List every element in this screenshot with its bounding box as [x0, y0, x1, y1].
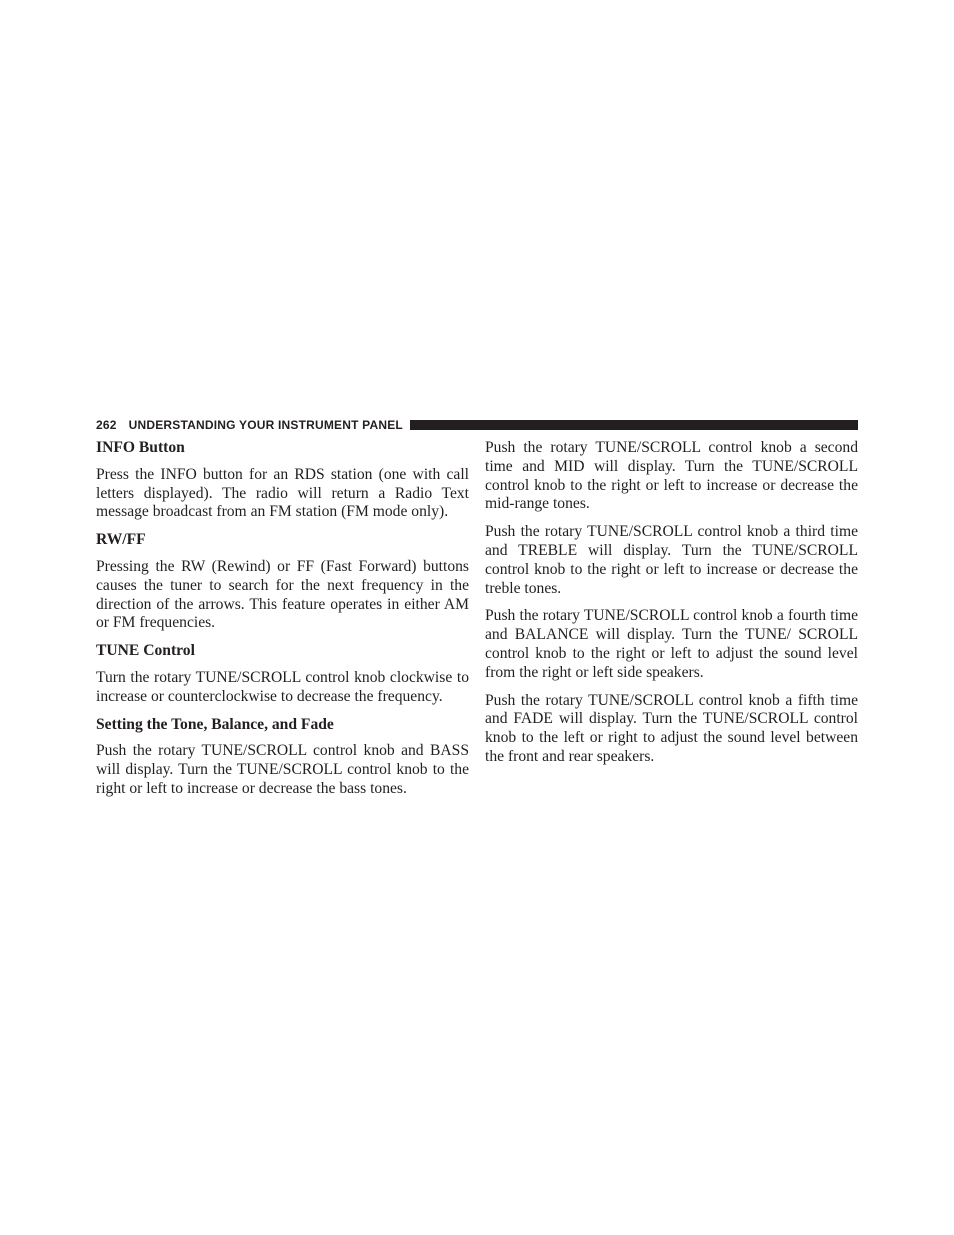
- paragraph-mid: Push the rotary TUNE/SCROLL control knob a second time and MID will display. Turn the TUNE/SCROLL control knob to the right or left to increase or decrease the mid-range tones.: [485, 439, 858, 513]
- page-number: 262: [96, 418, 117, 432]
- heading-tune-control: TUNE Control: [96, 642, 195, 660]
- paragraph-treble: Push the rotary TUNE/SCROLL control knob a third time and TREBLE will display. Turn the TUNE/SCROLL control knob to the right or left to increase or decrease the treble tones.: [485, 523, 858, 597]
- heading-tone-balance-fade: Setting the Tone, Balance, and Fade: [96, 715, 334, 733]
- paragraph-rw-ff: Pressing the RW (Rewind) or FF (Fast Forward) buttons causes the tuner to search for the next frequency in the direction of the arrows. This feature operates in either AM or FM frequencies.: [96, 557, 469, 632]
- paragraph-tune-control: Turn the rotary TUNE/SCROLL control knob clockwise to increase or counterclockwise to decrease the frequency.: [96, 668, 469, 705]
- running-header: [96, 417, 858, 433]
- paragraph-balance: Push the rotary TUNE/SCROLL control knob a fourth time and BALANCE will display. Turn the TUNE/ SCROLL control knob to the right or left to adjust the sound level from the right or left side speakers.: [485, 607, 858, 681]
- heading-info-button: INFO Button: [96, 439, 185, 456]
- right-column: [485, 439, 858, 776]
- paragraph-fade: Push the rotary TUNE/SCROLL control knob a fifth time and FADE will display. Turn the TUNE/SCROLL control knob to the left or right to adjust the sound level between the front and rear speakers.: [485, 691, 858, 765]
- heading-rw-ff: RW/FF: [96, 531, 146, 549]
- left-column: [96, 439, 469, 808]
- paragraph-info-button: Press the INFO button for an RDS station (one with call letters displayed). The radio will return a Radio Text message broadcast from an FM station (FM mode only).: [96, 465, 469, 521]
- header-rule: [410, 420, 858, 430]
- section-title: UNDERSTANDING YOUR INSTRUMENT PANEL: [128, 418, 403, 432]
- paragraph-bass: Push the rotary TUNE/SCROLL control knob and BASS will display. Turn the TUNE/SCROLL control knob to the right or left to increase or decrease the bass tones.: [96, 742, 469, 797]
